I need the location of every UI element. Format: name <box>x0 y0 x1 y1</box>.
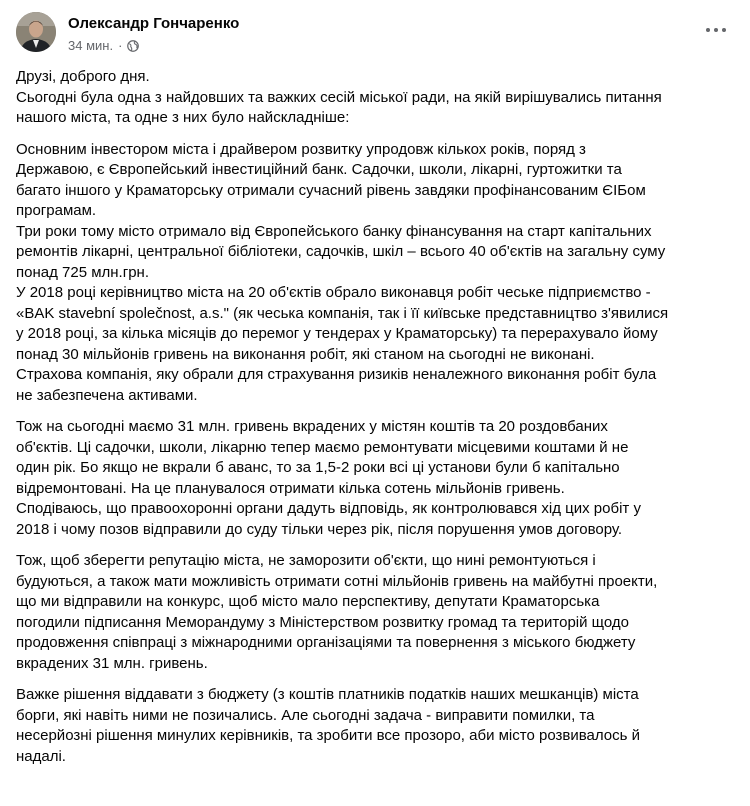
post-text-line: відремонтовані. На це планувалося отримати кілька сотень мільйонів гривень. <box>16 479 565 497</box>
post-text-line: 2018 і чому позов відправили до суду тільки через рік, після порушення умов договору. <box>16 520 623 538</box>
post-text-line: погодили підписання Меморандуму з Міністерством розвитку громад та територій щодо <box>16 613 629 631</box>
author-name[interactable]: Олександр Гончаренко <box>68 15 240 32</box>
separator-dot: · <box>118 38 123 53</box>
post-text-line: Сьогодні була одна з найдовших та важких сесій міської ради, на якій вирішувались питання <box>16 88 662 106</box>
post-text-line: програмам. <box>16 202 97 219</box>
post-text-line: у 2018 році, за кілька місяців до перемог у тендерах у Краматорську) та перерахувало йому <box>16 325 658 342</box>
post-text-line: борги, які навіть ними не позичались. Але сьогодні задача - виправити помилки, та <box>16 706 595 724</box>
post-text-line: Друзі, доброго дня. <box>16 68 150 85</box>
post-paragraph <box>16 685 736 767</box>
post-text-line: понад 725 млн.грн. <box>16 263 149 281</box>
post-text-line: «BAK stavební společnost, a.s." (як чеська компанія, так і її київське представництво з'явилися <box>16 304 669 322</box>
post-text-line: Тож, щоб зберегти репутацію міста, не заморозити об'єкти, що нині ремонтуються і <box>16 552 596 569</box>
avatar-photo-icon <box>16 12 56 52</box>
post-header <box>16 12 734 62</box>
post-timestamp[interactable]: 34 мин. <box>68 38 114 53</box>
post-meta <box>68 14 239 55</box>
post-text-line: Державою, є Європейський інвестиційний банк. Садочки, школи, лікарні, гуртожитки та <box>16 161 622 178</box>
post-text-line: несерйозні рішення минулих керівників, та зробити все прозоро, аби місто розвивалось й <box>16 727 640 744</box>
post-text-line: що ми відправили на конкурс, щоб місто мало перспективу, депутати Краматорська <box>16 593 600 610</box>
post-paragraph <box>16 417 736 540</box>
post-paragraph <box>16 551 736 674</box>
post-text-line: Страхова компанія, яку обрали для страхування ризиків неналежного виконання робіт була <box>16 366 657 383</box>
avatar[interactable] <box>16 12 56 52</box>
post-text-line: будуються, а також мати можливість отримати сотні мільйонів гривень на майбутні проекти, <box>16 572 658 590</box>
post-text-line: Основним інвестором міста і драйвером розвитку упродовж кількох років, поряд з <box>16 140 586 158</box>
post-text-line: понад 30 мільйонів гривень на виконання робіт, які станом на сьогодні не виконані. <box>16 345 595 363</box>
post-text-line: ремонтів лікарні, центральної бібліотеки, садочків, шкіл – всього 40 об'єктів на загальну суму <box>16 243 666 260</box>
post-time-row <box>68 37 239 55</box>
post-text-line: У 2018 році керівництво міста на 20 об'єктів обрало виконавця робіт чеське підприємство - <box>16 284 651 301</box>
post-text-line: об'єктів. Ці садочки, школи, лікарню тепер маємо ремонтувати місцевими коштами й не <box>16 438 629 456</box>
post-text-line: Тож на сьогодні маємо 31 млн. гривень вкрадених у містян коштів та 20 роздовбаних <box>16 418 608 435</box>
globe-icon[interactable] <box>127 40 139 52</box>
post-text-line: багато іншого у Краматорську отримали сучасний рівень завдяки профінансованим ЄІБом <box>16 181 646 199</box>
post-text-line: Важке рішення віддавати з бюджету (з коштів платників податків наших мешканців) міста <box>16 686 639 703</box>
post-paragraph <box>16 140 736 407</box>
more-options-button[interactable] <box>698 16 734 44</box>
post-paragraph <box>16 67 736 129</box>
post-text-line: один рік. Бо якщо не вкрали б аванс, то за 1,5-2 роки всі ці установи були б капітально <box>16 459 620 476</box>
more-options-icon <box>706 28 710 32</box>
post-text-line: нашого міста, та одне з них було найскладніше: <box>16 109 350 126</box>
post-text-line: Сподіваюсь, що правоохоронні органи дадуть відповідь, як контролювався хід цих робіт у <box>16 500 641 517</box>
post-text-line: продовження співпраці з міжнародними організаціями та повернення з міського бюджету <box>16 634 636 651</box>
post-text-line: надалі. <box>16 747 66 765</box>
post-text-line: вкрадених 31 млн. гривень. <box>16 654 208 672</box>
post-text-line: не забезпечена активами. <box>16 386 198 404</box>
post-text-line: Три роки тому місто отримало від Європейського банку фінансування на старт капітальних <box>16 222 652 240</box>
post-text <box>16 67 736 778</box>
